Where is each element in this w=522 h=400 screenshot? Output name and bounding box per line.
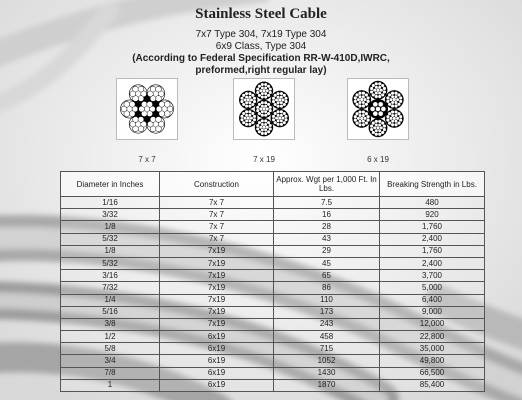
7x19-cross-section-icon [233,78,295,140]
cell-construction: 7x19 [160,282,274,294]
spec-line-types: 7x7 Type 304, 7x19 Type 304 [195,29,327,40]
table-row [61,270,485,282]
cell-weight: 1430 [274,367,380,379]
cell-construction: 7x19 [160,245,274,257]
table-row [61,233,485,245]
cell-breaking-strength: 85,400 [380,379,485,391]
table-row [61,331,485,343]
spec-line-class: 6x9 Class, Type 304 [215,41,307,52]
cell-diameter: 1/4 [61,294,160,306]
cable-specification-table [60,171,485,392]
table-row [61,379,485,391]
cell-construction: 7x 7 [160,233,274,245]
6x19-cross-section-icon [347,78,409,140]
cell-breaking-strength: 5,000 [380,282,485,294]
header-diameter: Diameter in Inches [61,172,160,197]
cell-weight: 45 [274,257,380,269]
cell-weight: 173 [274,306,380,318]
cell-breaking-strength: 2,400 [380,257,485,269]
cell-weight: 715 [274,343,380,355]
cell-breaking-strength: 480 [380,197,485,209]
7x7-cross-section-icon [116,78,178,140]
cell-diameter: 1/2 [61,331,160,343]
table-row [61,318,485,330]
cell-breaking-strength: 49,800 [380,355,485,367]
table-row [61,355,485,367]
cell-weight: 243 [274,318,380,330]
cell-weight: 1052 [274,355,380,367]
cell-construction: 6x19 [160,343,274,355]
cell-diameter: 1/8 [61,221,160,233]
cell-breaking-strength: 6,400 [380,294,485,306]
cell-breaking-strength: 22,800 [380,331,485,343]
header-construction: Construction [160,172,274,197]
cell-diameter: 5/8 [61,343,160,355]
table-row [61,306,485,318]
table-row [61,209,485,221]
cell-weight: 110 [274,294,380,306]
cell-construction: 7x19 [160,294,274,306]
cell-diameter: 7/8 [61,367,160,379]
cell-diameter: 1 [61,379,160,391]
cell-diameter: 1/16 [61,197,160,209]
table-row [61,294,485,306]
diagram-label-7x7: 7 x 7 [138,155,156,164]
table-row [61,257,485,269]
spec-line-lay: preformed,right regular lay) [195,65,327,76]
cell-diameter: 3/16 [61,270,160,282]
cell-weight: 16 [274,209,380,221]
cell-breaking-strength: 920 [380,209,485,221]
cell-diameter: 3/8 [61,318,160,330]
cell-construction: 7x 7 [160,221,274,233]
cell-weight: 43 [274,233,380,245]
cell-construction: 7x19 [160,318,274,330]
cell-weight: 1870 [274,379,380,391]
cell-diameter: 3/4 [61,355,160,367]
cell-diameter: 5/16 [61,306,160,318]
cell-weight: 7.5 [274,197,380,209]
cell-breaking-strength: 35,000 [380,343,485,355]
cell-weight: 28 [274,221,380,233]
cell-breaking-strength: 3,700 [380,270,485,282]
cell-construction: 7x19 [160,270,274,282]
table-row [61,367,485,379]
table-row [61,282,485,294]
spec-line-federal: (According to Federal Specification RR-W-410D,IWRC, [132,53,390,64]
cell-weight: 29 [274,245,380,257]
cell-diameter: 3/32 [61,209,160,221]
cell-weight: 458 [274,331,380,343]
cell-construction: 6x19 [160,367,274,379]
cell-construction: 7x 7 [160,197,274,209]
header-weight: Approx. Wgt per 1,000 Ft. In Lbs. [274,172,380,197]
diagram-label-6x19: 6 x 19 [367,155,389,164]
table-header-row [61,172,485,197]
cell-construction: 7x19 [160,306,274,318]
cell-construction: 7x 7 [160,209,274,221]
cell-construction: 6x19 [160,355,274,367]
cell-diameter: 7/32 [61,282,160,294]
cell-weight: 86 [274,282,380,294]
cell-diameter: 5/32 [61,233,160,245]
cell-construction: 6x19 [160,379,274,391]
cell-construction: 6x19 [160,331,274,343]
cell-breaking-strength: 12,000 [380,318,485,330]
cell-breaking-strength: 9,000 [380,306,485,318]
cell-breaking-strength: 1,760 [380,245,485,257]
table-row [61,343,485,355]
cell-breaking-strength: 66,500 [380,367,485,379]
cell-construction: 7x19 [160,257,274,269]
cell-diameter: 5/32 [61,257,160,269]
table-row [61,221,485,233]
table-row [61,197,485,209]
table-row [61,245,485,257]
cell-diameter: 1/8 [61,245,160,257]
cell-weight: 65 [274,270,380,282]
page-title: Stainless Steel Cable [195,6,327,22]
diagram-label-7x19: 7 x 19 [253,155,275,164]
cell-breaking-strength: 2,400 [380,233,485,245]
header-breaking-strength: Breaking Strength in Lbs. [380,172,485,197]
cell-breaking-strength: 1,760 [380,221,485,233]
